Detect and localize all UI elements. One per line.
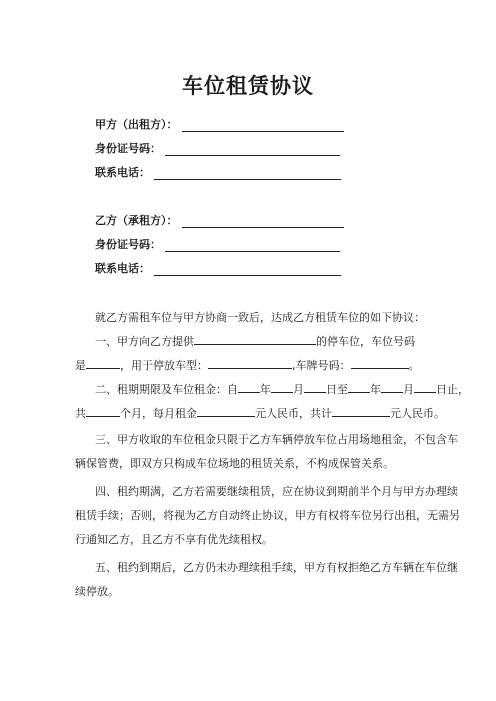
end-month-blank[interactable] [381,380,403,393]
document-title: 车位租赁协议 [182,74,314,98]
clause-2-text-f: 月 [403,383,414,396]
total-rent-blank[interactable] [332,404,390,417]
clause-3-line-2: 辆保管费，即双方只构成车位场地的租赁关系，不构成保管关系。 [75,457,394,470]
clause-1-line-2 [75,354,420,378]
party-b-phone-blank[interactable] [154,263,341,276]
clause-2-text-c: 月 [293,383,304,396]
party-b-label: 乙方（承租方）： [95,214,178,227]
clause-4-line-2: 租赁手续；否则，将视为乙方自动终止协议，甲方有权将车位另行出租，无需另 [75,509,460,522]
party-b-id-label: 身份证号码： [95,238,161,251]
monthly-rent-blank[interactable] [197,404,255,417]
intro-paragraph: 就乙方需租车位与甲方协商一致后，达成乙方租赁车位的如下协议： [95,311,425,324]
plate-number-blank[interactable] [351,356,409,369]
clause-2-text-i: 个月，每月租金 [120,407,197,420]
clause-2-text-g: 日止， [436,383,469,396]
clause-1-text-c: 是 [75,359,86,372]
clause-5-line-2: 续停放。 [75,585,119,598]
party-a-id-field [95,140,340,156]
party-a-id-label: 身份证号码： [95,142,161,155]
vehicle-model-blank[interactable] [208,356,292,369]
clause-2-text-k: 元人民币。 [390,407,445,420]
clause-2-text-e: 年 [370,383,381,396]
end-day-blank[interactable] [414,380,436,393]
party-a-label: 甲方（出租方）： [95,118,178,131]
start-day-blank[interactable] [304,380,326,393]
party-b-id-blank[interactable] [165,239,340,252]
party-a-name-field [95,116,344,132]
end-year-blank[interactable] [348,380,370,393]
party-a-phone-field [95,164,341,180]
clause-1-text-d: ，用于停放车型： [120,359,208,372]
clause-5-line-1: 五、租约到期后，乙方仍未办理续租手续，甲方有权拒绝乙方车辆在车位继 [95,561,458,574]
clause-3-line-1: 三、甲方收取的车位租金只限于乙方车辆停放车位占用场地租金，不包含车 [95,433,458,446]
party-b-name-blank[interactable] [182,215,344,228]
clause-2-text-d: 日至 [326,383,348,396]
clause-1-text-a: 一、甲方向乙方提供 [95,335,194,348]
party-a-name-blank[interactable] [182,119,344,132]
party-a-phone-label: 联系电话： [95,166,150,179]
clause-1-text-e: ,车牌号码： [292,359,351,372]
clause-2-text-a: 二、租期期限及车位租金：自 [95,383,238,396]
months-blank[interactable] [86,404,120,417]
party-b-id-field [95,236,340,252]
clause-4-line-1: 四、租约期满，乙方若需要继续租赁，应在协议到期前半个月与甲方办理续 [95,485,458,498]
party-b-phone-label: 联系电话： [95,262,150,275]
clause-2-line-2 [75,402,445,426]
start-year-blank[interactable] [238,380,260,393]
clause-1-line-1 [95,330,415,354]
clause-2-line-1 [95,378,469,402]
clause-1-text-b: 的停车位，车位号码 [316,335,415,348]
party-b-name-field [95,212,344,228]
party-b-phone-field [95,260,341,276]
parking-location-blank[interactable] [194,332,316,345]
clause-4-line-3: 行通知乙方，且乙方不享有优先续租权。 [75,533,273,546]
clause-1-text-f: 。 [408,359,420,372]
party-a-phone-blank[interactable] [154,167,341,180]
clause-2-text-b: 年 [260,383,271,396]
start-month-blank[interactable] [271,380,293,393]
space-number-blank[interactable] [86,356,120,369]
clause-2-text-h: 共 [75,407,86,420]
party-a-id-blank[interactable] [165,143,340,156]
clause-2-text-j: 元人民币，共计 [255,407,332,420]
